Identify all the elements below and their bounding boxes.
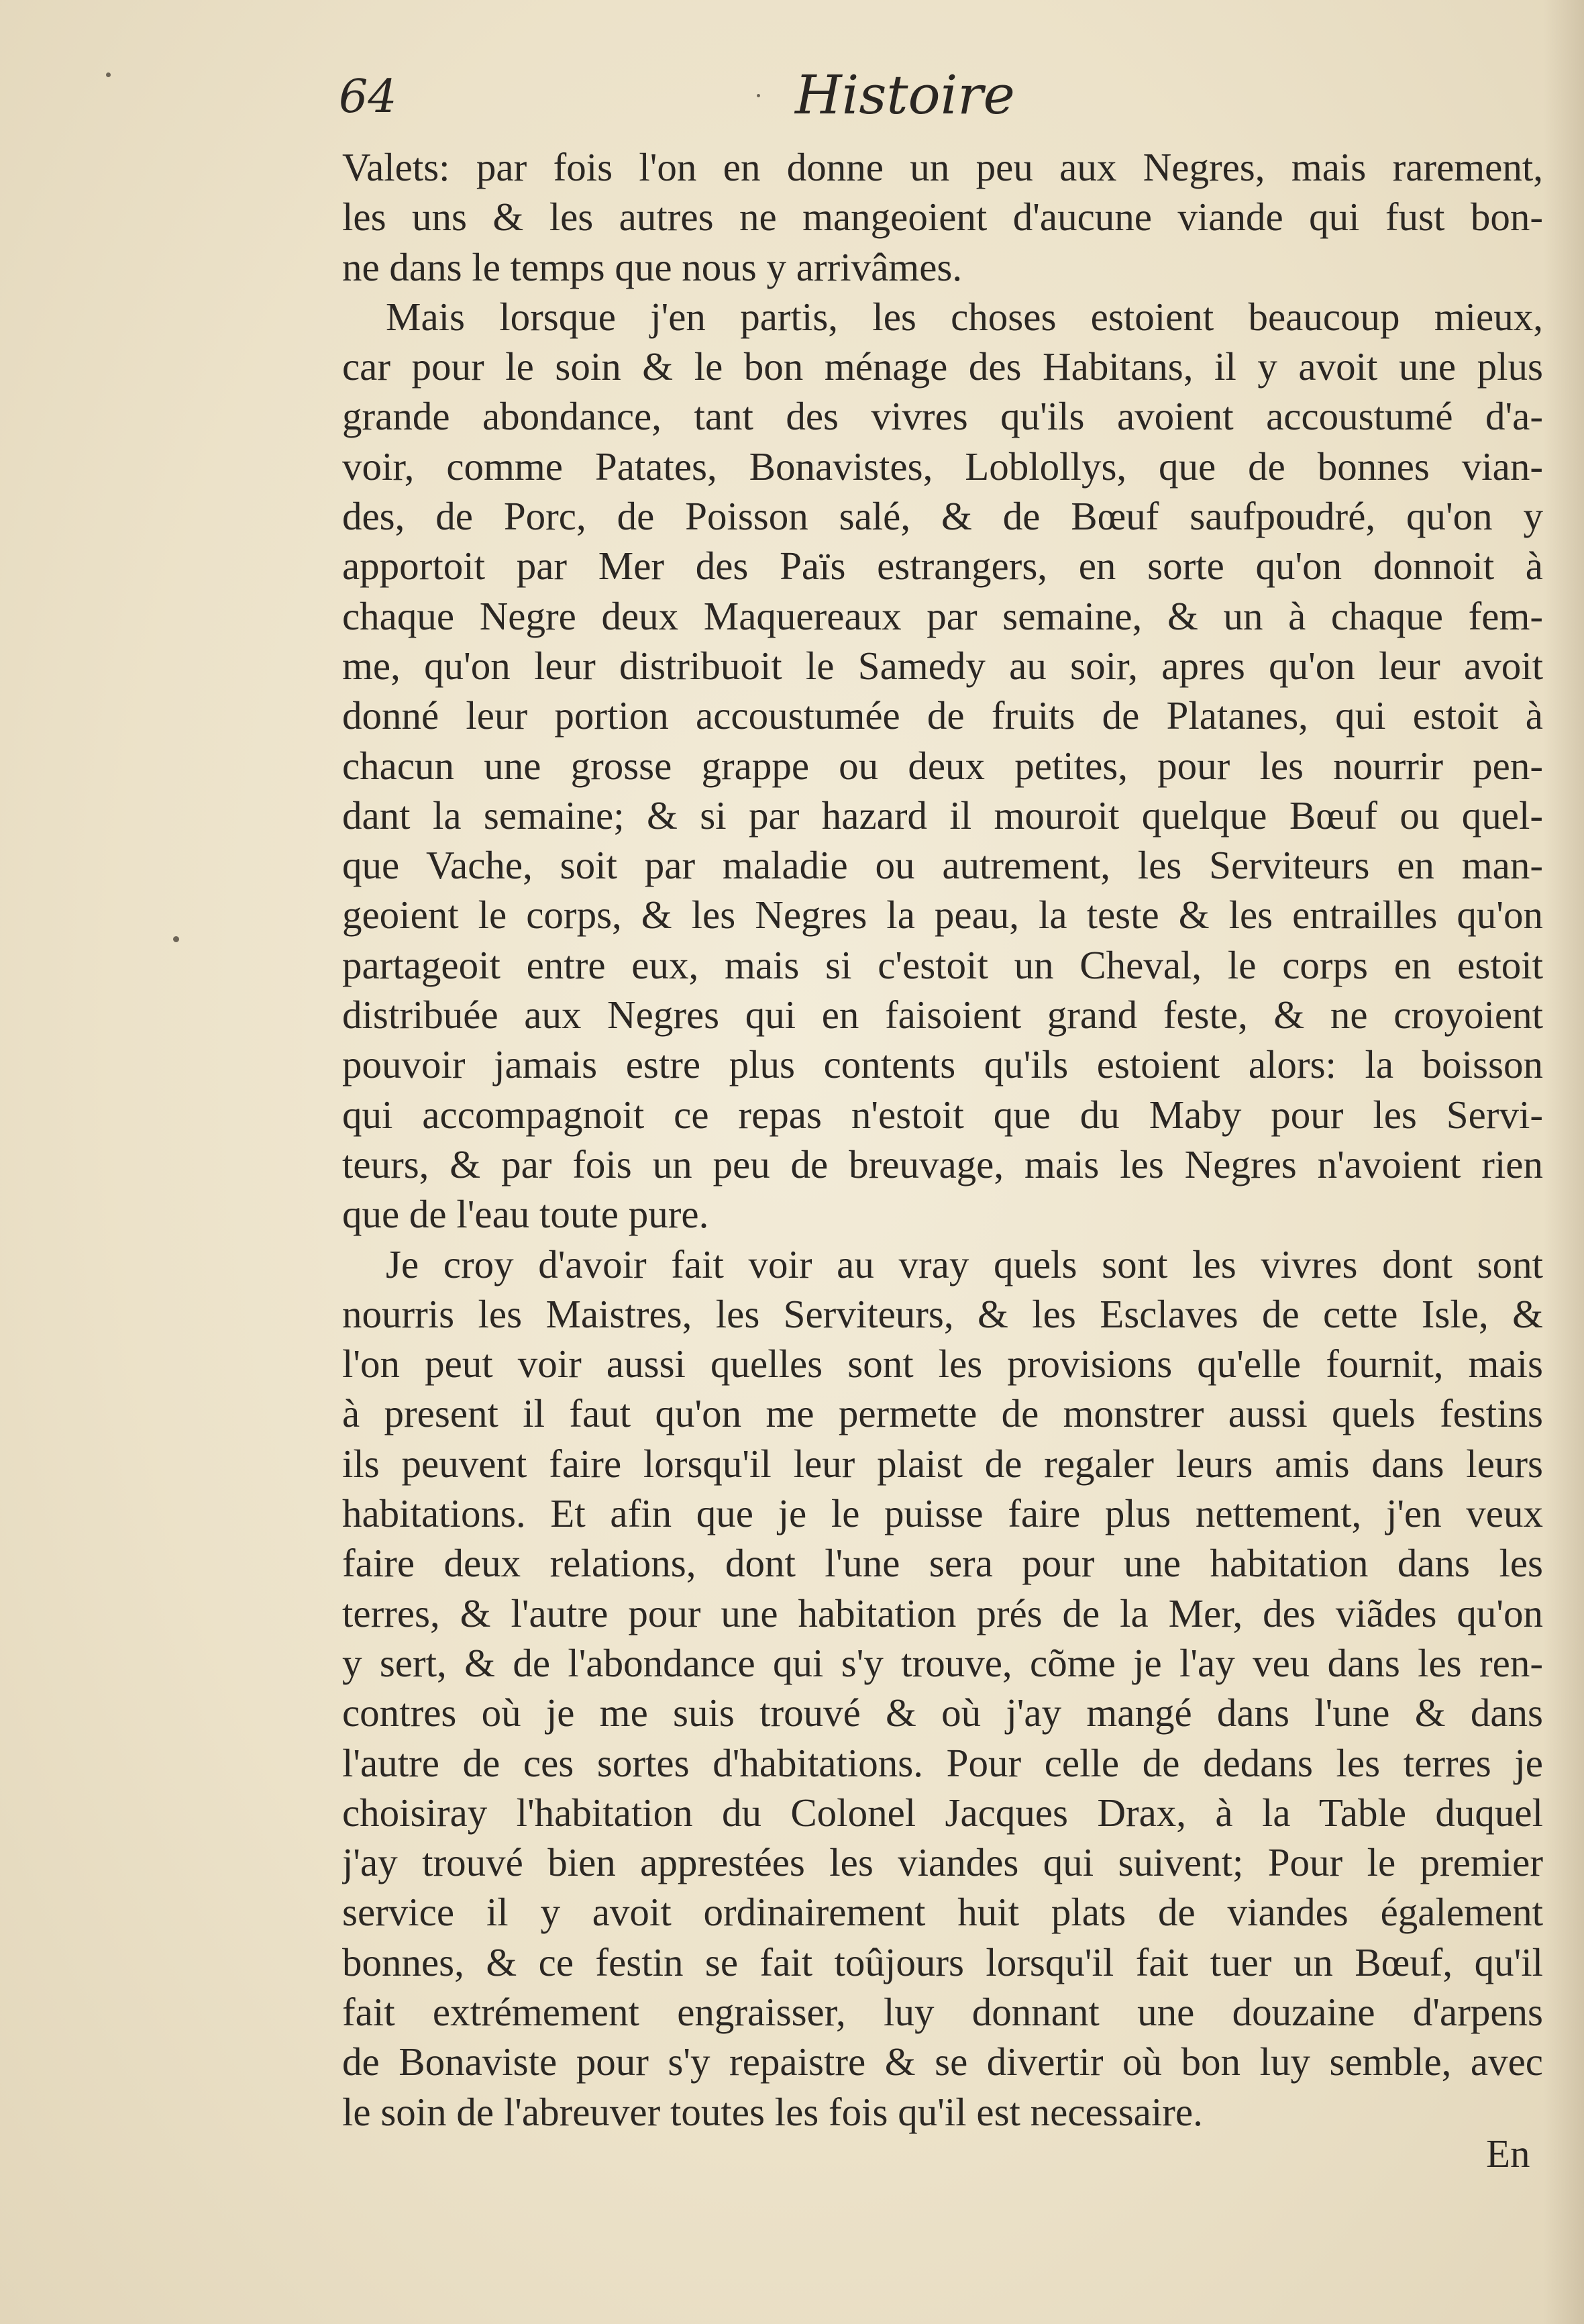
text-line: Valets: par fois l'on en donne un peu aux Negres, mais rarement, xyxy=(342,145,1543,189)
text-line: contres où je me suis trouvé & où j'ay mangé dans l'une & dans xyxy=(342,1690,1543,1735)
text-line: voir, comme Patates, Bonavistes, Loblollys, que de bonnes vian- xyxy=(342,444,1543,489)
text-line: bonnes, & ce festin se fait toûjours lorsqu'il fait tuer un Bœuf, qu'il xyxy=(342,1939,1543,1984)
text-line: le soin de l'abreuver toutes les fois qu'il est necessaire. xyxy=(342,2089,1203,2134)
body-text xyxy=(342,142,1543,2137)
text-line: que de l'eau toute pure. xyxy=(342,1192,709,1237)
text-line: habitations. Et afin que je le puisse faire plus nettement, j'en veux xyxy=(342,1491,1543,1536)
text-line: dant la semaine; & si par hazard il mouroit quelque Bœuf ou quel- xyxy=(342,793,1543,838)
text-line: fait extrémement engraisser, luy donnant une douzaine d'arpens xyxy=(342,1989,1543,2034)
text-line: les uns & les autres ne mangeoient d'aucune viande qui fust bon- xyxy=(342,195,1543,240)
page-header xyxy=(0,64,1584,144)
text-line: choisiray l'habitation du Colonel Jacques Drax, à la Table duquel xyxy=(342,1790,1543,1835)
text-line: geoient le corps, & les Negres la peau, la teste & les entrailles qu'on xyxy=(342,893,1543,938)
text-line: ils peuvent faire lorsqu'il leur plaist de regaler leurs amis dans leurs xyxy=(342,1441,1543,1486)
text-line: partageoit entre eux, mais si c'estoit un Cheval, le corps en estoit xyxy=(342,942,1543,987)
text-line: qui accompagnoit ce repas n'estoit que du Maby pour les Servi- xyxy=(342,1092,1543,1137)
text-line: que Vache, soit par maladie ou autrement, les Serviteurs en man- xyxy=(342,843,1543,888)
text-line: y sert, & de l'abondance qui s'y trouve, cõme je l'ay veu dans les ren- xyxy=(342,1640,1543,1685)
text-line: Je croy d'avoir fait voir au vray quels sont les vivres dont sont xyxy=(386,1242,1543,1286)
paragraph-2 xyxy=(342,292,1543,1240)
text-line: car pour le soin & le bon ménage des Habitans, il y avoit une plus xyxy=(342,344,1543,389)
page-number: 64 xyxy=(339,70,397,123)
text-line: ne dans le temps que nous y arrivâmes. xyxy=(342,244,963,289)
text-line: teurs, & par fois un peu de breuvage, mais les Negres n'avoient rien xyxy=(342,1142,1543,1186)
page-speck xyxy=(173,936,179,942)
text-line: distribuée aux Negres qui en faisoient grand feste, & ne croyoient xyxy=(342,993,1543,1038)
catchword: En xyxy=(1486,2131,1530,2176)
text-line: me, qu'on leur distribuoit le Samedy au soir, apres qu'on leur avoit xyxy=(342,643,1543,688)
text-line: des, de Porc, de Poisson salé, & de Bœuf saufpoudré, qu'on y xyxy=(342,494,1543,539)
text-line: nourris les Maistres, les Serviteurs, & les Esclaves de cette Isle, & xyxy=(342,1291,1543,1336)
gutter-shadow xyxy=(1544,0,1584,2324)
running-title: Histoire xyxy=(795,64,1015,126)
text-line: chaque Negre deux Maquereaux par semaine, & un à chaque fem- xyxy=(342,593,1543,638)
text-line: terres, & l'autre pour une habitation prés de la Mer, des viãdes qu'on xyxy=(342,1590,1543,1635)
text-line: donné leur portion accoustumée de fruits de Platanes, qui estoit à xyxy=(342,693,1543,738)
text-line: chacun une grosse grappe ou deux petites, pour les nourrir pen- xyxy=(342,743,1543,788)
paragraph-1 xyxy=(342,142,1543,292)
text-line: apportoit par Mer des Païs estrangers, en sorte qu'on donnoit à xyxy=(342,544,1543,589)
text-line: l'autre de ces sortes d'habitations. Pour celle de dedans les terres je xyxy=(342,1740,1543,1785)
text-line: de Bonaviste pour s'y repaistre & se divertir où bon luy semble, avec xyxy=(342,2039,1543,2084)
text-line: Mais lorsque j'en partis, les choses estoient beaucoup mieux, xyxy=(386,294,1543,339)
text-line: l'on peut voir aussi quelles sont les provisions qu'elle fournit, mais xyxy=(342,1342,1543,1386)
text-line: pouvoir jamais estre plus contents qu'ils estoient alors: la boisson xyxy=(342,1042,1543,1087)
paragraph-3 xyxy=(342,1240,1543,2137)
text-line: service il y avoit ordinairement huit plats de viandes également xyxy=(342,1890,1543,1935)
text-line: faire deux relations, dont l'une sera pour une habitation dans les xyxy=(342,1541,1543,1586)
text-line: à present il faut qu'on me permette de monstrer aussi quels festins xyxy=(342,1391,1543,1436)
text-line: j'ay trouvé bien apprestées les viandes qui suivent; Pour le premier xyxy=(342,1840,1543,1885)
text-line: grande abondance, tant des vivres qu'ils avoient accoustumé d'a- xyxy=(342,394,1543,439)
